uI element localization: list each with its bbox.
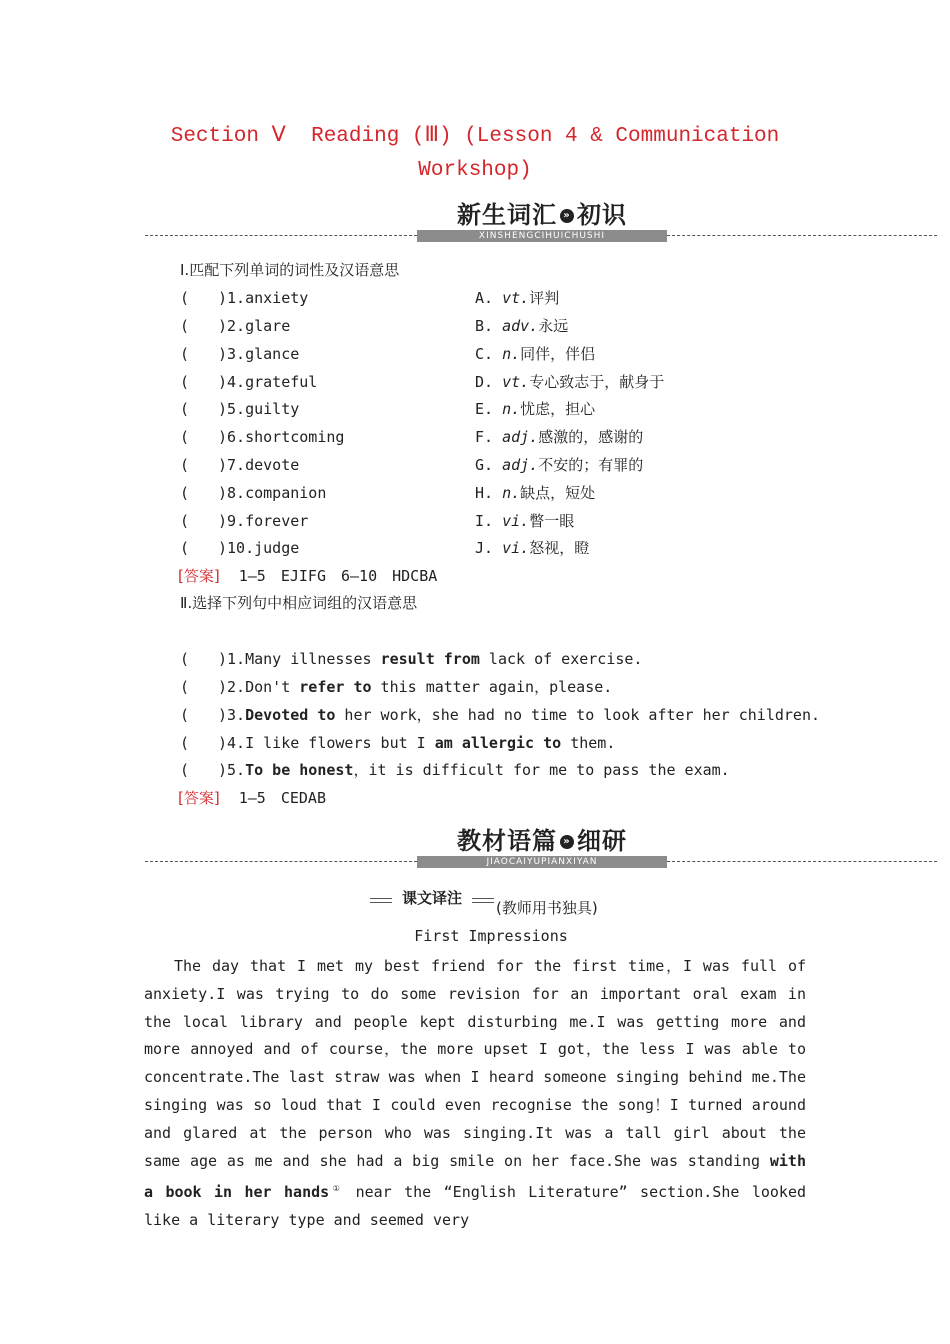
answer-blank[interactable]: ( <box>180 484 190 502</box>
text-section-label <box>370 888 494 910</box>
answer-blank[interactable]: ( <box>180 706 190 724</box>
option: F. adj.感激的，感谢的 <box>475 428 644 446</box>
banner-title-b: 细研 <box>577 827 627 855</box>
banner-title-b: 初识 <box>577 201 627 229</box>
double-arrow-icon: » <box>560 209 574 223</box>
document-title <box>150 120 800 188</box>
answer-blank[interactable]: ( <box>180 512 190 530</box>
question-text: )9.forever <box>218 512 309 530</box>
answer-blank[interactable]: ( <box>180 317 190 335</box>
question-text: )1.anxiety <box>218 289 309 307</box>
sentence: )4.I like flowers but I am allergic to them. <box>218 734 616 752</box>
teacher-note: (教师用书独具) <box>496 899 598 917</box>
banner-divider-right <box>667 235 937 236</box>
story-paragraph: The day that I met my best friend for the first time，I was full of anxiety.I was trying to do some revision for an important oral exam in the local library and people kept disturbing me.I was getting more and more annoyed and of course，the more upset I got，the less I was able to concentrate.The last straw was when I heard someone singing behind me.The singing was so loud that I could even recognise the song！I turned around and glared at the person who was singing.It was a tall girl about the same age as me and she had a big smile on her face.She was standing with a book in her hands① near the “English Literature” section.She looked like a literary type and seemed very <box>144 957 807 1230</box>
answer-blank[interactable]: ( <box>180 373 190 391</box>
option: I. vi.瞥一眼 <box>475 512 575 530</box>
part2-answer <box>178 788 326 808</box>
story-title: First Impressions <box>414 927 568 945</box>
section-banner-vocabulary <box>145 200 937 244</box>
banner-divider-left <box>145 235 417 236</box>
answer-blank[interactable]: ( <box>180 539 190 557</box>
answer-blank[interactable]: ( <box>180 456 190 474</box>
footnote-marker: ① <box>329 1184 344 1194</box>
option: E. n.忧虑，担心 <box>475 400 596 418</box>
question-text: )4.grateful <box>218 373 318 391</box>
part1-answer <box>178 566 437 586</box>
question-text: )2.glare <box>218 317 291 335</box>
answer-blank[interactable]: ( <box>180 678 190 696</box>
banner-title <box>417 200 667 230</box>
question-text: )5.guilty <box>218 400 300 418</box>
part1-heading: Ⅰ.匹配下列单词的词性及汉语意思 <box>180 261 400 279</box>
question-text: )6.shortcoming <box>218 428 345 446</box>
question-text: )10.judge <box>218 539 300 557</box>
answer-text: 1—5 CEDAB <box>238 789 326 807</box>
banner-subtitle: JIAOCAIYUPIANXIYAN <box>417 856 667 868</box>
title-line-1: Section Ⅴ Reading (Ⅲ) (Lesson 4 & Communication <box>170 125 780 148</box>
sentence: )2.Don't refer to this matter again，please. <box>218 678 613 696</box>
answer-label: [答案] <box>178 789 220 807</box>
question-text: )7.devote <box>218 456 300 474</box>
option: J. vi.怒视，瞪 <box>475 539 590 557</box>
banner-title <box>417 826 667 856</box>
double-arrow-icon: » <box>560 835 574 849</box>
label-text: 课文译注 <box>392 888 472 908</box>
answer-blank[interactable]: ( <box>180 345 190 363</box>
option: D. vt.专心致志于，献身于 <box>475 373 665 391</box>
sentence: )5.To be honest，it is difficult for me to pass the exam. <box>218 761 730 779</box>
banner-subtitle: XINSHENGCIHUICHUSHI <box>417 230 667 242</box>
answer-blank[interactable]: ( <box>180 761 190 779</box>
answer-label: [答案] <box>178 567 220 585</box>
answer-blank[interactable]: ( <box>180 650 190 668</box>
sentence: )3.Devoted to her work，she had no time to look after her children. <box>218 706 821 724</box>
section-banner-text-study <box>145 826 937 870</box>
answer-blank[interactable]: ( <box>180 428 190 446</box>
answer-blank[interactable]: ( <box>180 734 190 752</box>
answer-text: 1—5 EJIFG 6—10 HDCBA <box>238 567 438 585</box>
banner-title-a: 新生词汇 <box>457 201 557 229</box>
banner-divider-right <box>667 861 937 862</box>
question-text: )3.glance <box>218 345 300 363</box>
answer-blank[interactable]: ( <box>180 400 190 418</box>
question-text: )8.companion <box>218 484 327 502</box>
banner-divider-left <box>145 861 417 862</box>
option: A. vt.评判 <box>475 289 560 307</box>
banner-title-a: 教材语篇 <box>457 827 557 855</box>
title-line-2: Workshop) <box>418 159 532 182</box>
sentence: )1.Many illnesses result from lack of exercise. <box>218 650 643 668</box>
option: B. adv.永远 <box>475 317 569 335</box>
option: G. adj.不安的；有罪的 <box>475 456 644 474</box>
option: C. n.同伴，伴侣 <box>475 345 596 363</box>
answer-blank[interactable]: ( <box>180 289 190 307</box>
part2-heading: Ⅱ.选择下列句中相应词组的汉语意思 <box>180 594 418 612</box>
option: H. n.缺点，短处 <box>475 484 596 502</box>
